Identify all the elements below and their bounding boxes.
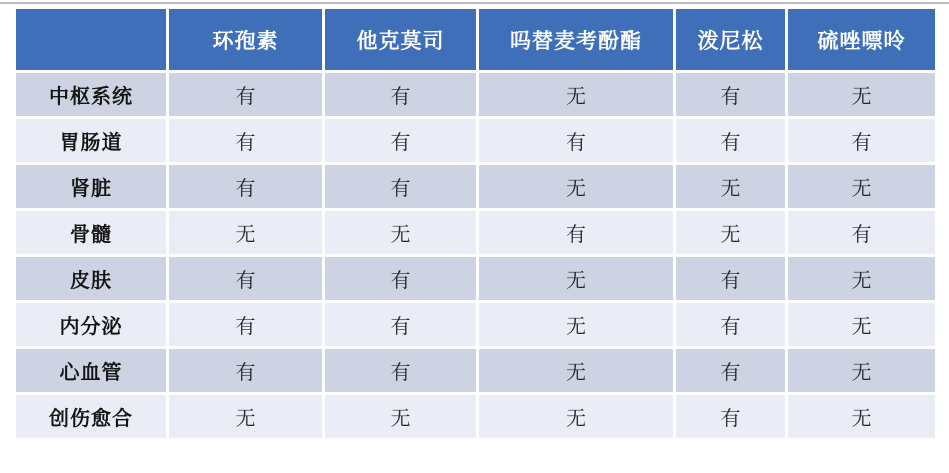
cell-value: 无 bbox=[479, 165, 673, 208]
cell-value: 无 bbox=[788, 257, 935, 300]
table-row bbox=[16, 73, 935, 116]
cell-value: 无 bbox=[676, 165, 785, 208]
column-header: 泼尼松 bbox=[676, 9, 785, 70]
row-label: 内分泌 bbox=[16, 303, 166, 346]
table-row bbox=[16, 395, 935, 438]
cell-value: 有 bbox=[788, 119, 935, 162]
cell-value: 有 bbox=[325, 119, 476, 162]
cell-value: 有 bbox=[676, 257, 785, 300]
cell-value: 无 bbox=[788, 73, 935, 116]
column-header: 环孢素 bbox=[169, 9, 322, 70]
table-row bbox=[16, 257, 935, 300]
cell-value: 有 bbox=[169, 73, 322, 116]
cell-value: 无 bbox=[479, 349, 673, 392]
cell-value: 无 bbox=[788, 303, 935, 346]
table-row bbox=[16, 165, 935, 208]
table-row bbox=[16, 119, 935, 162]
cell-value: 有 bbox=[479, 119, 673, 162]
cell-value: 无 bbox=[788, 349, 935, 392]
drug-side-effect-comparison-table bbox=[13, 6, 938, 441]
top-border-line bbox=[0, 2, 949, 4]
cell-value: 有 bbox=[325, 303, 476, 346]
row-label: 骨髓 bbox=[16, 211, 166, 254]
corner-cell bbox=[16, 9, 166, 70]
cell-value: 有 bbox=[676, 395, 785, 438]
row-label: 心血管 bbox=[16, 349, 166, 392]
cell-value: 有 bbox=[325, 165, 476, 208]
cell-value: 有 bbox=[479, 211, 673, 254]
cell-value: 有 bbox=[169, 119, 322, 162]
table-row bbox=[16, 349, 935, 392]
cell-value: 有 bbox=[169, 165, 322, 208]
row-label: 胃肠道 bbox=[16, 119, 166, 162]
column-header: 吗替麦考酚酯 bbox=[479, 9, 673, 70]
row-label: 肾脏 bbox=[16, 165, 166, 208]
cell-value: 有 bbox=[325, 349, 476, 392]
cell-value: 有 bbox=[169, 349, 322, 392]
header-row bbox=[16, 9, 935, 70]
row-label: 创伤愈合 bbox=[16, 395, 166, 438]
cell-value: 无 bbox=[676, 211, 785, 254]
table-row bbox=[16, 211, 935, 254]
cell-value: 无 bbox=[169, 211, 322, 254]
cell-value: 有 bbox=[676, 73, 785, 116]
cell-value: 无 bbox=[169, 395, 322, 438]
cell-value: 有 bbox=[676, 119, 785, 162]
cell-value: 无 bbox=[325, 211, 476, 254]
cell-value: 无 bbox=[325, 395, 476, 438]
cell-value: 无 bbox=[479, 395, 673, 438]
column-header: 他克莫司 bbox=[325, 9, 476, 70]
row-label: 皮肤 bbox=[16, 257, 166, 300]
cell-value: 无 bbox=[479, 257, 673, 300]
cell-value: 有 bbox=[676, 303, 785, 346]
cell-value: 无 bbox=[788, 395, 935, 438]
cell-value: 有 bbox=[788, 211, 935, 254]
cell-value: 有 bbox=[325, 73, 476, 116]
cell-value: 有 bbox=[325, 257, 476, 300]
cell-value: 无 bbox=[479, 73, 673, 116]
cell-value: 有 bbox=[169, 303, 322, 346]
cell-value: 有 bbox=[676, 349, 785, 392]
table-row bbox=[16, 303, 935, 346]
cell-value: 无 bbox=[788, 165, 935, 208]
column-header: 硫唑嘌呤 bbox=[788, 9, 935, 70]
row-label: 中枢系统 bbox=[16, 73, 166, 116]
cell-value: 无 bbox=[479, 303, 673, 346]
cell-value: 有 bbox=[169, 257, 322, 300]
